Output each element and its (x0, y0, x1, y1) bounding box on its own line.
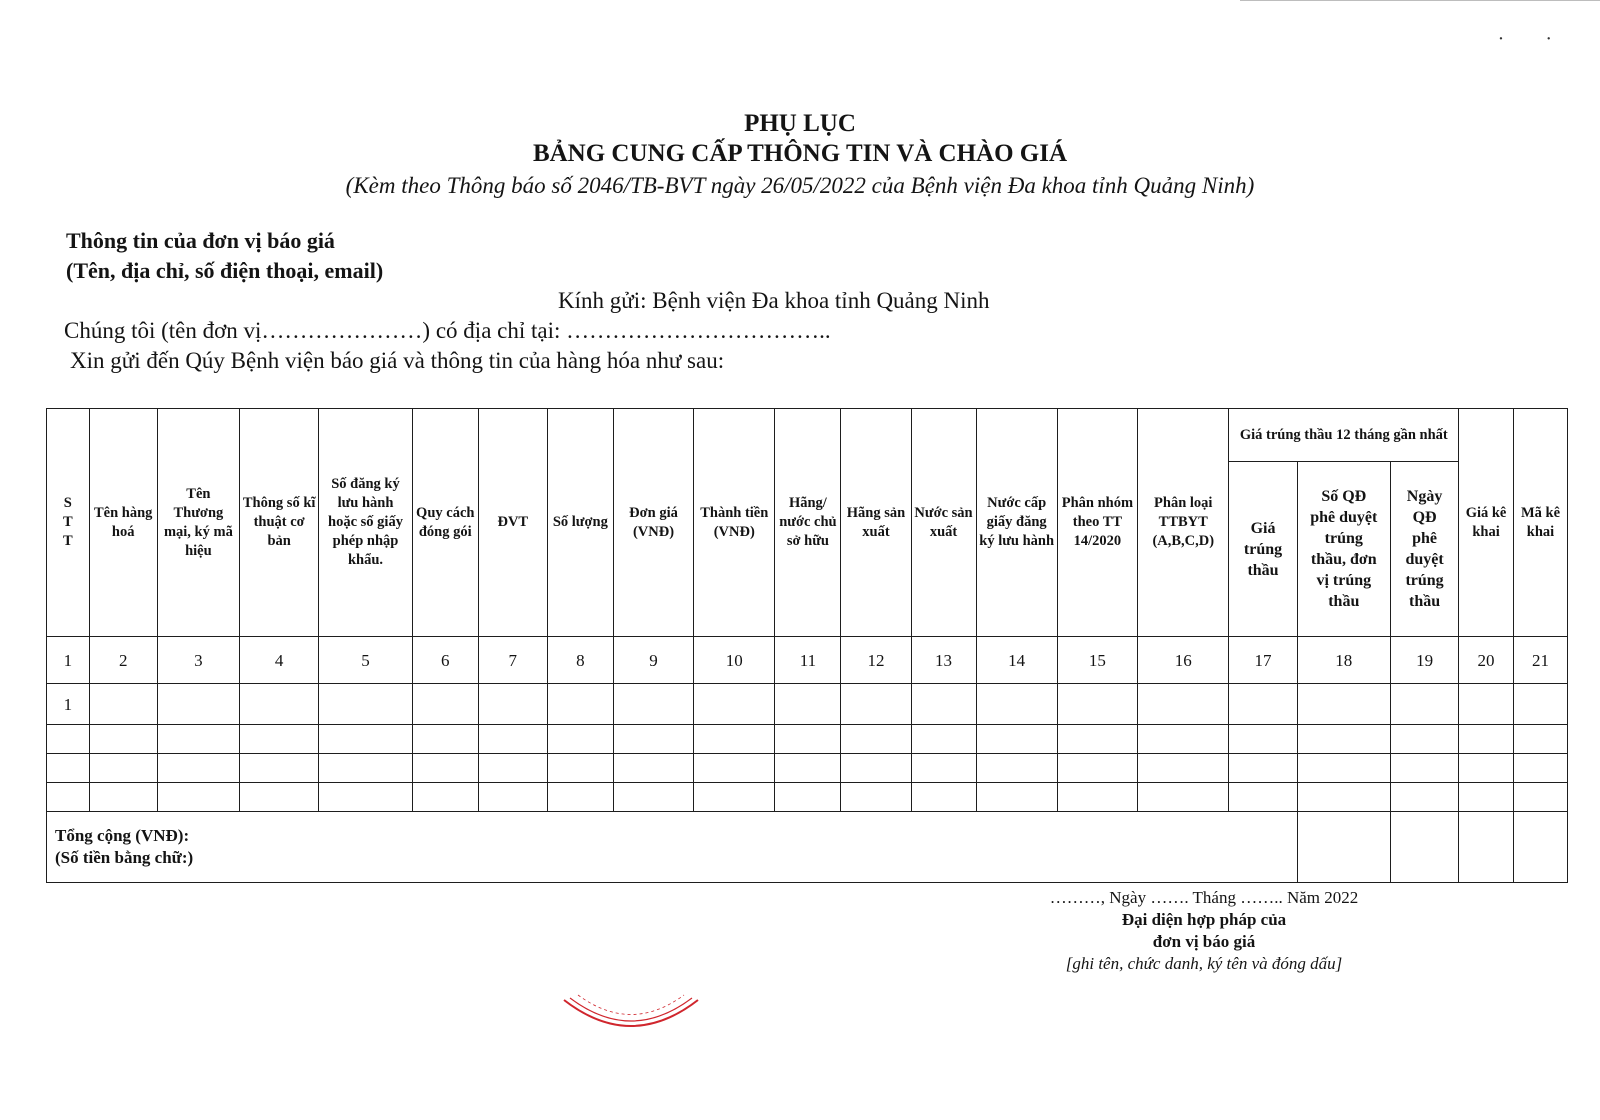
quotation-table (46, 408, 1568, 883)
table-cell (412, 783, 478, 812)
column-number: 10 (694, 637, 775, 684)
table-cell (911, 684, 976, 725)
table-cell (1391, 754, 1459, 783)
table-cell (1513, 684, 1567, 725)
column-number: 3 (157, 637, 239, 684)
table-cell (841, 684, 911, 725)
column-number: 18 (1297, 637, 1390, 684)
table-cell (47, 783, 90, 812)
table-header-row (47, 409, 1568, 462)
table-cell (694, 684, 775, 725)
table-cell (775, 783, 841, 812)
table-cell (1057, 783, 1137, 812)
col-header: Phân loại TTBYT (A,B,C,D) (1138, 409, 1229, 637)
col-header: Giá trúng thầu (1229, 462, 1297, 637)
table-cell (1057, 725, 1137, 754)
col-header: Thành tiền (VNĐ) (694, 409, 775, 637)
col-header: Mã kê khai (1513, 409, 1567, 637)
signature-note: [ghi tên, chức danh, ký tên và đóng dấu] (1065, 954, 1343, 973)
table-cell (1297, 754, 1390, 783)
table-cell (1459, 684, 1514, 725)
table-cell (911, 725, 976, 754)
table-cell (1138, 684, 1229, 725)
column-number: 4 (240, 637, 319, 684)
column-number: 16 (1138, 637, 1229, 684)
table-cell (319, 783, 412, 812)
table-row (47, 725, 1568, 754)
column-number: 8 (547, 637, 613, 684)
table-cell (478, 725, 547, 754)
table-cell (547, 725, 613, 754)
table-cell (89, 684, 157, 725)
table-cell (775, 754, 841, 783)
table-cell (240, 684, 319, 725)
table-cell (547, 684, 613, 725)
table-cell (976, 684, 1057, 725)
table-cell (412, 684, 478, 725)
column-number: 1 (47, 637, 90, 684)
col-header: Nước sản xuất (911, 409, 976, 637)
table-cell (547, 783, 613, 812)
table-cell (240, 783, 319, 812)
signature-representative: Đại diện hợp pháp của (1121, 910, 1287, 929)
table-cell (694, 725, 775, 754)
table-row (47, 783, 1568, 812)
table-cell (1297, 812, 1390, 883)
column-number: 9 (613, 637, 693, 684)
table-cell (1459, 754, 1514, 783)
table-cell (1138, 783, 1229, 812)
table-cell (841, 783, 911, 812)
intro-line-2: Xin gửi đến Qúy Bệnh viện báo giá và thông tin của hàng hóa như sau: (70, 348, 725, 373)
table-cell (613, 684, 693, 725)
column-number: 13 (911, 637, 976, 684)
total-label-cell (47, 812, 1298, 883)
col-header: Số QĐ phê duyệt trúng thầu, đơn vị trúng thầu (1297, 462, 1390, 637)
table-cell (911, 783, 976, 812)
table-cell (1513, 725, 1567, 754)
column-number: 7 (478, 637, 547, 684)
table-cell (1513, 812, 1567, 883)
red-seal-stamp (556, 992, 706, 1062)
col-header: Thông số kĩ thuật cơ bản (240, 409, 319, 637)
table-cell (1391, 725, 1459, 754)
group-header: Giá trúng thầu 12 tháng gần nhất (1229, 409, 1459, 462)
table-cell (47, 725, 90, 754)
table-cell (1057, 684, 1137, 725)
table-cell (547, 754, 613, 783)
table-cell (1229, 684, 1297, 725)
col-header: Quy cách đóng gói (412, 409, 478, 637)
col-header: Đơn giá (VNĐ) (613, 409, 693, 637)
table-cell (1391, 684, 1459, 725)
col-header: Phân nhóm theo TT 14/2020 (1057, 409, 1137, 637)
col-header: Tên Thương mại, ký mã hiệu (157, 409, 239, 637)
sender-info-label: Thông tin của đơn vị báo giá (66, 228, 335, 253)
table-cell (1229, 783, 1297, 812)
column-number: 15 (1057, 637, 1137, 684)
col-header: ĐVT (478, 409, 547, 637)
table-cell (1459, 783, 1514, 812)
col-header: Hãng/ nước chủ sở hữu (775, 409, 841, 637)
column-number: 11 (775, 637, 841, 684)
table-cell (89, 783, 157, 812)
table-cell (1459, 812, 1514, 883)
table-cell (478, 754, 547, 783)
table-cell (841, 754, 911, 783)
scan-marks: · · (1497, 28, 1570, 50)
table-cell (240, 725, 319, 754)
table-cell (319, 754, 412, 783)
table-cell (775, 684, 841, 725)
column-number: 20 (1459, 637, 1514, 684)
table-cell (89, 754, 157, 783)
table-cell (1138, 725, 1229, 754)
sender-info-hint: (Tên, địa chỉ, số điện thoại, email) (66, 258, 384, 283)
row-stt: 1 (47, 684, 90, 725)
table-cell (911, 754, 976, 783)
total-row (47, 812, 1568, 883)
table-cell (1297, 684, 1390, 725)
table-cell (240, 754, 319, 783)
page-edge-line (1240, 0, 1600, 3)
table-cell (613, 754, 693, 783)
table-row (47, 684, 1568, 725)
table-cell (157, 754, 239, 783)
col-header: Hãng sản xuất (841, 409, 911, 637)
table-cell (694, 754, 775, 783)
table-cell (841, 725, 911, 754)
column-number: 5 (319, 637, 412, 684)
table-cell (1513, 783, 1567, 812)
table-cell (1229, 725, 1297, 754)
table-cell (47, 754, 90, 783)
table-cell (1459, 725, 1514, 754)
table-cell (89, 725, 157, 754)
document-title: PHỤ LỤC (744, 110, 856, 137)
column-number: 17 (1229, 637, 1297, 684)
col-header: Tên hàng hoá (89, 409, 157, 637)
col-header: Nước cấp giấy đăng ký lưu hành (976, 409, 1057, 637)
col-header: S T T (47, 409, 90, 637)
col-header: Số lượng (547, 409, 613, 637)
table-cell (694, 783, 775, 812)
total-label: Tổng cộng (VNĐ): (55, 826, 190, 845)
greeting-line: Kính gửi: Bệnh viện Đa khoa tỉnh Quảng Ninh (558, 288, 990, 313)
table-cell (1297, 783, 1390, 812)
table-cell (412, 754, 478, 783)
column-number: 12 (841, 637, 911, 684)
table-cell (1297, 725, 1390, 754)
table-cell (1057, 754, 1137, 783)
table-row (47, 754, 1568, 783)
table-cell (478, 684, 547, 725)
column-number: 21 (1513, 637, 1567, 684)
col-header: Ngày QĐ phê duyệt trúng thầu (1391, 462, 1459, 637)
document-subtitle: (Kèm theo Thông báo số 2046/TB-BVT ngày 26/05/2022 của Bệnh viện Đa khoa tỉnh Quảng Ninh) (345, 173, 1255, 198)
table-cell (157, 783, 239, 812)
column-number: 6 (412, 637, 478, 684)
signature-date-line: ………, Ngày ……. Tháng …….. Năm 2022 (1049, 888, 1359, 907)
table-cell (976, 754, 1057, 783)
signature-unit: đơn vị báo giá (1152, 932, 1256, 951)
table-cell (613, 725, 693, 754)
column-number-row (47, 637, 1568, 684)
document-heading: BẢNG CUNG CẤP THÔNG TIN VÀ CHÀO GIÁ (532, 140, 1068, 167)
table-cell (1391, 783, 1459, 812)
table-cell (775, 725, 841, 754)
column-number: 14 (976, 637, 1057, 684)
col-header: Giá kê khai (1459, 409, 1514, 637)
table-cell (1138, 754, 1229, 783)
table-cell (1229, 754, 1297, 783)
total-in-words-label: (Số tiền bằng chữ:) (55, 848, 194, 867)
col-header: Số đăng ký lưu hành hoặc số giấy phép nhập khẩu. (319, 409, 412, 637)
table-cell (613, 783, 693, 812)
table-cell (157, 725, 239, 754)
table-cell (319, 684, 412, 725)
column-number: 19 (1391, 637, 1459, 684)
table-cell (1513, 754, 1567, 783)
table-cell (478, 783, 547, 812)
column-number: 2 (89, 637, 157, 684)
table-cell (157, 684, 239, 725)
table-cell (412, 725, 478, 754)
table-cell (319, 725, 412, 754)
table-cell (1391, 812, 1459, 883)
intro-line-1: Chúng tôi (tên đơn vị…………………) có địa chỉ tại: …………………………….. (64, 318, 831, 343)
table-cell (976, 725, 1057, 754)
table-cell (976, 783, 1057, 812)
